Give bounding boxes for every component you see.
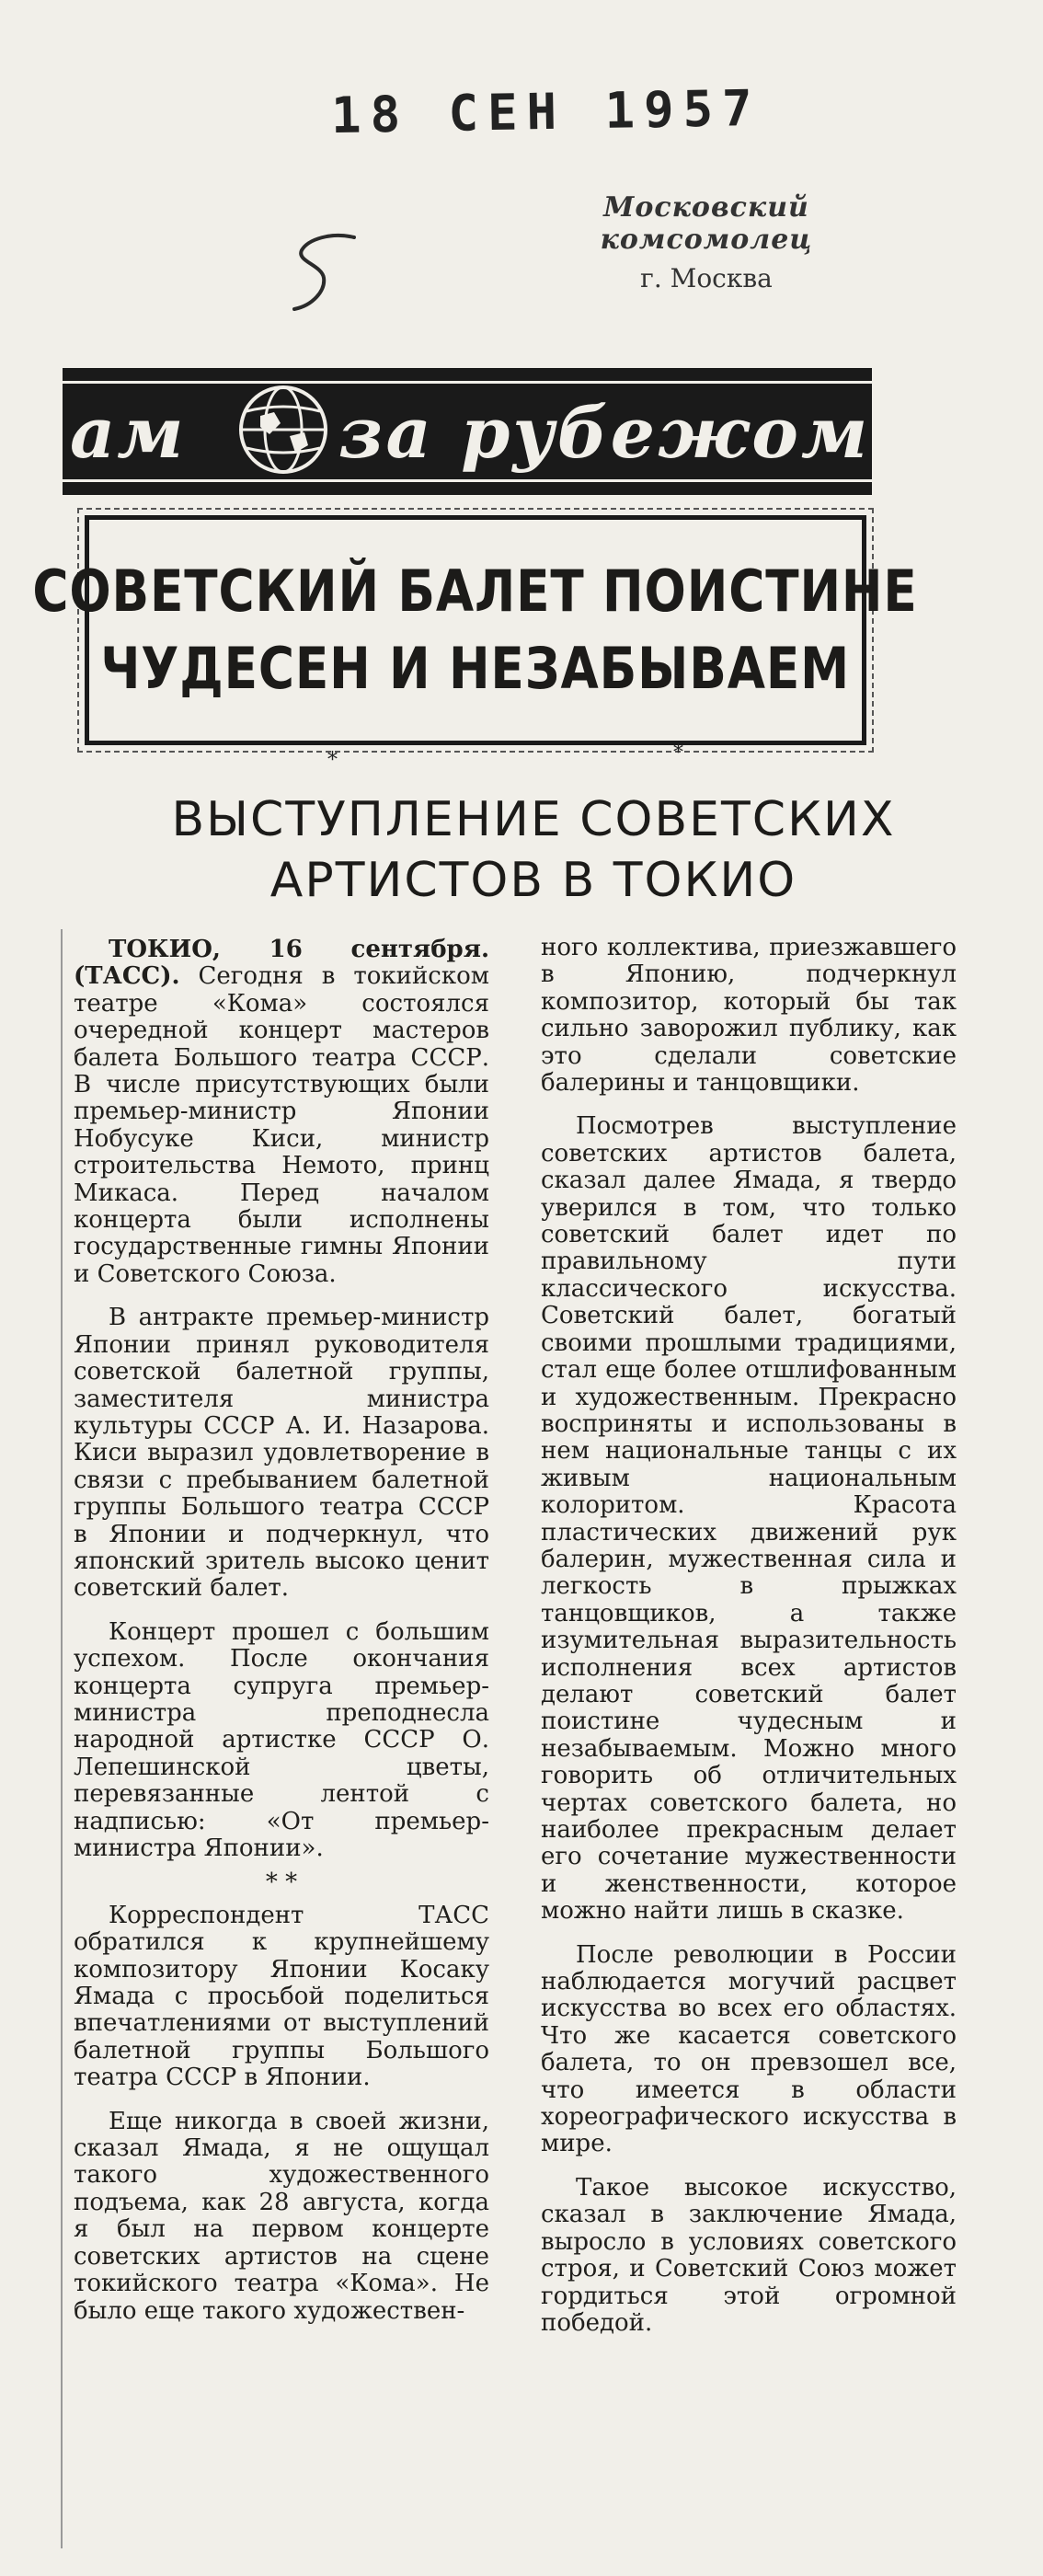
headline-line-1: СОВЕТСКИЙ БАЛЕТ ПОИСТИНЕ [32,558,919,625]
paragraph-6: ного коллектива, приезжавшего в Японию, подчеркнул композитор, который бы так сильно заворожил публику, как это сделали советские балерины и танцовщики. [541,934,957,1098]
globe-icon [233,379,334,480]
article-column-left [74,937,489,2341]
star-ornament-left: * [327,749,338,772]
headline-box [32,515,919,745]
column-rule [61,929,63,2548]
paragraph-4: Корреспондент ТАСС обратился к крупнейшему композитору Японии Косаку Ямада с просьбой поделиться впечатлениями от выступлений балетной группы Большого театра СССР в Японии. [74,1901,489,2092]
paragraph-2: В антракте премьер-министр Японии принял руководителя советской балетной группы, заместителя министра культуры СССР А. И. Назарова. Киси выразил удовлетворение в связи с пребыванием балетной группы Большого театра СССР в Японии и подчеркнул, что японский зритель высоко ценит советский балет. [74,1304,489,1603]
section-separator: * * [265,1869,298,1897]
banner-left-text: ам [70,392,186,474]
paragraph-5: Еще никогда в своей жизни, сказал Ямада, я не ощущал такого художественного подъема, как 28 августа, когда я был на первом концерте советских артистов на сцене токийского театра «Кома». Не было еще такого художествен- [74,2107,489,2325]
article-column-right [541,935,957,2353]
date-stamp: 18 СЕН 1957 [330,78,762,145]
source-paper-name: Московский комсомолец [600,191,813,256]
banner-right-text: за рубежом [338,392,871,474]
paragraph-8: После революции в России наблюдается могучий расцвет искусства во всех его областях. Что же касается советского балета, то он превзошел все, что имеется в области хореографического искусства в мире. [541,1940,957,2158]
subheadline-line-1: ВЫСТУПЛЕНИЕ СОВЕТСКИХ [171,792,896,847]
handwritten-mark [267,221,377,322]
subheadline [138,789,929,911]
headline-line-2: ЧУДЕСЕН И НЕЗАБЫВАЕМ [100,635,851,702]
section-banner [63,368,872,495]
star-ornament-right: * [673,742,683,765]
source-stamp [504,191,909,293]
subheadline-line-2: АРТИСТОВ В ТОКИО [269,853,797,908]
dateline: ТОКИО, 16 сентября. (ТАСС). [74,936,489,991]
paragraph-1 [74,937,489,1288]
paragraph-7: Посмотрев выступление советских артистов балета, сказал далее Ямада, я твердо уверился в том, что только советский балет идет по правильному пути классического искусства. Советский балет, богатый своими прошлыми традициями, стал еще более отшлифованным и художественным. Прекрасно восприняты и использованы в нем национальные танцы с их живым национальным колоритом. Красота пластических движений рук балерин, мужественная сила и легкость в прыжках танцовщиков, а также изумительная выразительность исполнения всех артистов делают советский балет поистине чудесным и незабываемым. Можно много говорить об отличительных чертах советского балета, но наиболее прекрасным делает его сочетание мужественности и женственности, которое можно найти лишь в сказке. [541,1112,957,1926]
source-city: г. Москва [640,263,773,293]
paragraph-9: Такое высокое искусство, сказал в заключение Ямада, выросло в условиях советского строя, и Советский Союз может гордиться этой огромной победой. [541,2173,957,2337]
paragraph-1-text: Сегодня в токийском театре «Кома» состоялся очередной концерт мастеров балета Большого театра СССР. В числе присутствующих были премьер-министр Японии Нобусуке Киси, министр строительства Немото, принц Микаса. Перед началом концерта были исполнены государственные гимны Японии и Советского Союза. [74,962,489,1288]
paragraph-3: Концерт прошел с большим успехом. После окончания концерта супруга премьер-министра преподнесла народной артистке СССР О. Лепешинской цветы, перевязанные лентой с надписью: «От премьер-министра Японии». [74,1617,489,1862]
